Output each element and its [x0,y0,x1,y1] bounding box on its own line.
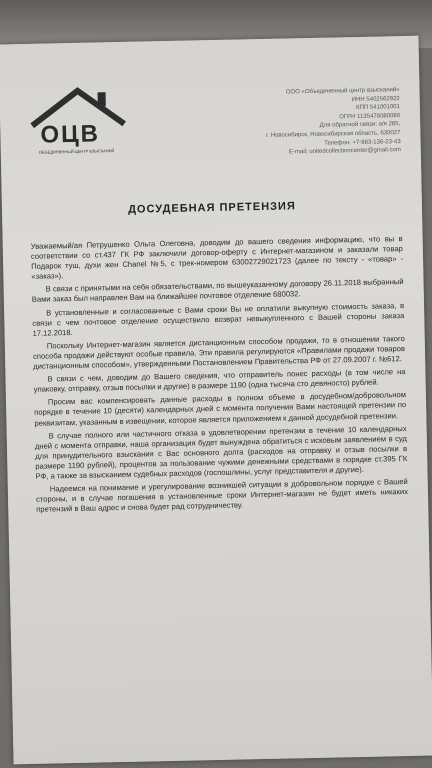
logo-subtitle: ОБЪЕДИНЕННЫЙ ЦЕНТР ВЗЫСКАНИЙ [38,148,115,155]
company-logo [27,84,129,160]
paragraph-court: В случае полного или частичного отказа в удовлетворении претензии в течение 10 календарных дней с момента отправки, наша организация будет вынуждена обратиться с исковым заявлением в суд для принудительного взыскания с Вас основного долга (расходов на отправку и отзыв посылки в размере 1190 рублей), процентов за пользование чужими денежными средствами в порядке ст.395 ГК РФ, а также за взысканием судебных расходов (госпошлины, услуг представителя и другие). [34,423,408,481]
company-inn: ИНН 5402562922 [351,95,400,103]
paragraph-closing: Надеемся на понимание и урегулирование возникшей ситуации в добровольном порядке с Вашей стороны, и в случае погашения в установленные сроки Интернет-магазин не будет иметь никаких претензий в Ваш адрес и снова будет рад сотрудничеству. [35,477,409,515]
letter-body [31,234,409,518]
paragraph-greeting: Уважаемый/ая Петрушенко Ольга Олеговна, доводим до вашего сведения информацию, что вы в соответствии со ст.437 ГК РФ заключили договор-оферту с Интернет-магазином и заказали товар Подарок туш, духи жен Chanel №5, с трек-номером 63002729021723 (далее по тексту - «товар» - «заказ»). [30,234,404,282]
paragraph-return: В установленные и согласованные с Вами сроки Вы не оплатили выкупную стоимость заказа, в связи с чем почтовое отделение осуществило возврат невыкупленного с Вашей стороны заказа 17.12.2018. [32,300,405,338]
company-ogrn: ОГРН 1135476080080 [339,112,401,121]
company-address-box: Для обратной связи: а/я 285, [319,121,401,130]
company-phone: Телефон: +7-983-136-23-43 [324,138,401,147]
company-address-city: г. Новосибирск, Новосибирская область, 630027 [265,130,401,139]
document-title: ДОСУДЕБНАЯ ПРЕТЕНЗИЯ [128,200,296,216]
letter-page [0,36,432,765]
paragraph-expenses: В связи с чем, доводим до Вашего сведения, что отправитель понес расходы (в том числе на упаковку, отправку, отзыв посылки и другие) в размере 1190 (одна тысяча сто девяносто) рублей. [33,367,406,395]
paragraph-shipment: В связи с принятыми на себя обязательствами, по вышеуказанному договору 26.11.2018 выбранный Вами заказ был направлен Вам на ближайшее почтовое отделение 680032. [31,277,404,305]
paragraph-rules: Поскольку Интернет-магазин является дистанционным способом продажи, то в отношении такого способа продажи действуют особые правила. Эти правила регулируются «Правилами продажи товаров дистанционным способом», утвержденными Постановлением Правительства РФ от 27.09.2007 г. №612. [32,333,406,371]
logo-text: ОЦВ [40,120,101,149]
company-details [230,86,401,158]
company-kpp: КПП 541001001 [356,104,400,112]
company-name: ООО «Объединенный центр взысканий» [285,87,400,96]
company-email: E-mail: unitedcollectioncenter@gmail.com [288,147,401,156]
paragraph-request: Просим вас компенсировать данные расходы в полном объеме в досудебном/добровольном порядке в течение 10 (десяти) календарных дней с момента получения Вами настоящей претензии по реквизитам, указанным в извещении, которое является приложением к данной досудебной претензии. [34,390,407,428]
